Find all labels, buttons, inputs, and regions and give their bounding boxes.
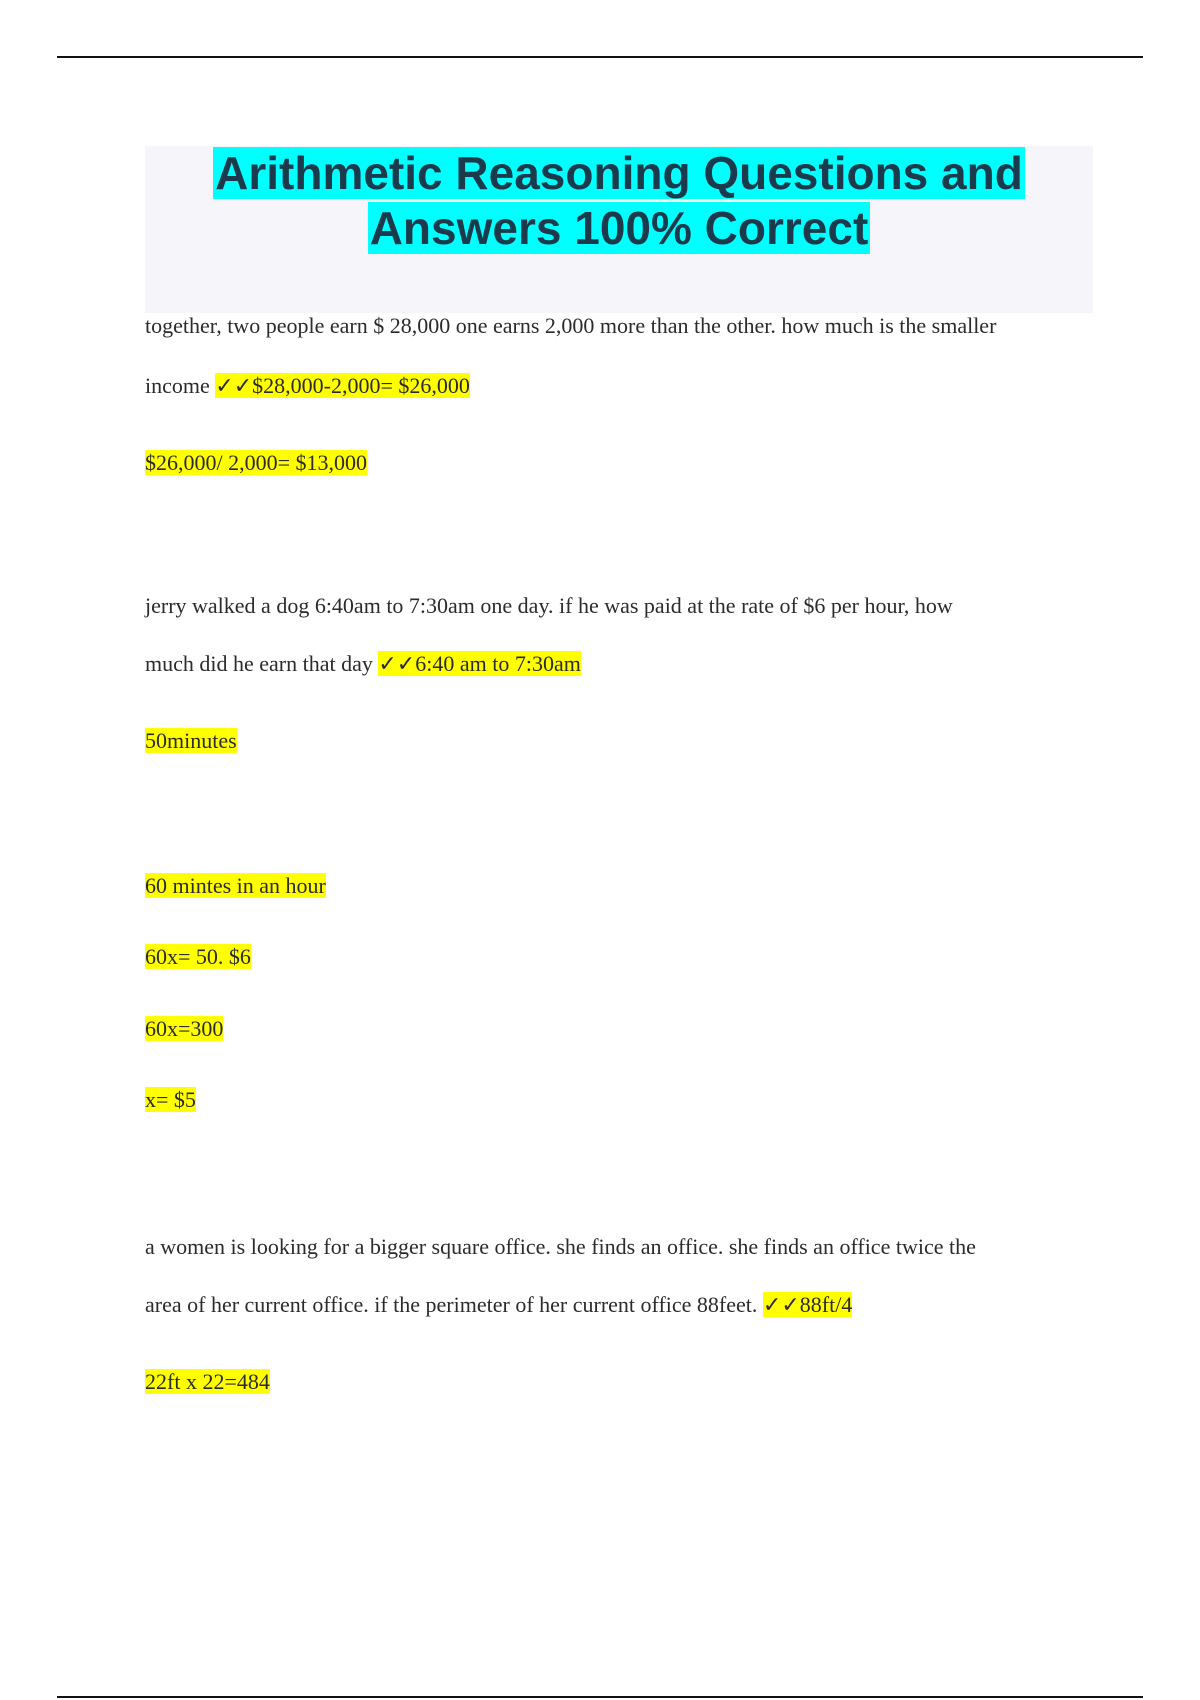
answer-step: 60 mintes in an hour [145, 873, 326, 898]
bottom-rule [57, 1696, 1143, 1698]
question-2-answer-line-3 [145, 943, 251, 971]
question-2-answer-line-1 [145, 727, 237, 755]
question-3-text-end: area of her current office. if the perimeter of her current office 88feet. [145, 1292, 763, 1317]
answer-step: 22ft x 22=484 [145, 1369, 270, 1394]
question-2-text-end: much did he earn that day [145, 651, 379, 676]
question-2-answer-line-2 [145, 872, 326, 900]
question-2-answer: ✓✓6:40 am to 7:30am [378, 651, 581, 676]
answer-step: $26,000/ 2,000= $13,000 [145, 450, 368, 475]
document-title [145, 146, 1093, 256]
question-3-answer-line-1 [145, 1368, 270, 1396]
answer-step: 50minutes [145, 728, 237, 753]
question-2-answer-line-4 [145, 1015, 223, 1043]
question-2-answer-line-5 [145, 1086, 196, 1114]
top-rule [57, 56, 1143, 58]
question-3-text-line-1: a women is looking for a bigger square office. she finds an office. she finds an office twice the [145, 1234, 976, 1259]
title-line-1: Arithmetic Reasoning Questions and [215, 147, 1023, 199]
answer-step: x= $5 [145, 1087, 196, 1112]
question-3-text-line-2 [145, 1291, 852, 1319]
question-3-answer: ✓✓88ft/4 [762, 1292, 853, 1317]
answer-step: 60x= 50. $6 [145, 944, 251, 969]
title-line-2: Answers 100% Correct [369, 202, 869, 254]
question-1-text-end: income [145, 373, 216, 398]
question-1-answer-line-1 [145, 449, 367, 477]
answer-step: 60x=300 [145, 1016, 224, 1041]
question-1-text-line-2 [145, 372, 470, 400]
question-2-text-line-2 [145, 650, 581, 678]
question-1-text-line-1: together, two people earn $ 28,000 one earns 2,000 more than the other. how much is the smaller [145, 313, 997, 338]
question-1-answer: ✓✓$28,000-2,000= $26,000 [215, 373, 470, 398]
question-2-text-line-1: jerry walked a dog 6:40am to 7:30am one day. if he was paid at the rate of $6 per hour, how [145, 593, 953, 618]
